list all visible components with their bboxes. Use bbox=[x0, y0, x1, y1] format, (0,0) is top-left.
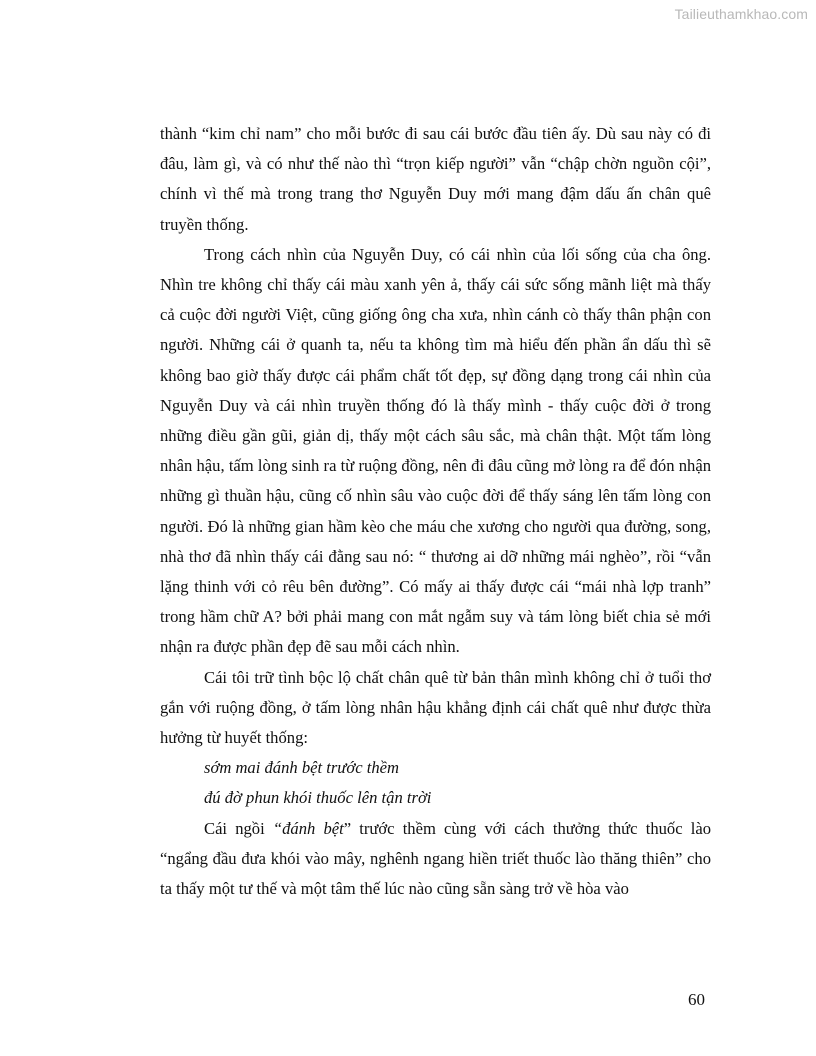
paragraph-emphasis: “đánh bệt bbox=[272, 818, 344, 838]
paragraph-text-before: Cái ngồi bbox=[204, 818, 273, 838]
verse-line-2: đú đờ phun khói thuốc lên tận trời bbox=[204, 788, 432, 808]
paragraph-sitting-posture bbox=[160, 814, 711, 905]
paragraph-lyrical-self: Cái tôi trữ tình bộc lộ chất chân quê từ bản thân mình không chỉ ở tuổi thơ gắn với ruộng đồng, ở tấm lòng nhân hậu khẳng định cái chất quê như được thừa hưởng từ huyết thống: bbox=[160, 667, 711, 748]
paragraph-perspective: Trong cách nhìn của Nguyễn Duy, có cái nhìn của lối sống của cha ông. Nhìn tre không chỉ thấy cái màu xanh yên ả, thấy cái sức sống mãnh liệt mà thấy cả cuộc đời người Việt, cũng giống ông cha xưa, nhìn cánh cò thấy thân phận con người. Những cái ở quanh ta, nếu ta không tìm mà hiểu đến phần ẩn dấu thì sẽ không bao giờ thấy được cái phẩm chất tốt đẹp, sự đồng dạng trong cái nhìn của Nguyễn Duy và cái nhìn truyền thống đó là thấy mình - thấy cuộc đời ở trong những điều gần gũi, giản dị, thấy một cách sâu sắc, mà chân thật. Một tấm lòng nhân hậu, tấm lòng sinh ra từ ruộng đồng, nên đi đâu cũng mở lòng ra để đón nhận những gì thuần hậu, cũng cố nhìn sâu vào cuộc đời để thấy sáng lên tấm lòng con người. Đó là những gian hầm kèo che máu che xương cho người qua đường, song, nhà thơ đã nhìn thấy cái đằng sau nó: “ thương ai dỡ những mái nghèo”, rồi “vẫn lặng thinh với cỏ rêu bên đường”. Có mấy ai thấy được cái “mái nhà lợp tranh” trong hầm chữ A? bởi phải mang con mắt ngẫm suy và tám lòng biết chia sẻ mới nhận ra được phần đẹp đẽ sau mỗi cách nhìn. bbox=[160, 244, 711, 657]
page-body bbox=[160, 119, 711, 904]
page-number: 60 bbox=[688, 990, 705, 1009]
paragraph-continuation: thành “kim chỉ nam” cho mỗi bước đi sau cái bước đầu tiên ấy. Dù sau này có đi đâu, làm gì, và có như thế nào thì “trọn kiếp người” vẫn “chập chờn nguồn cội”, chính vì thế mà trong trang thơ Nguyễn Duy mới mang đậm dấu ấn chân quê truyền thống. bbox=[160, 124, 711, 234]
paragraph-text-after: ” trước thềm cùng với cách thưởng thức thuốc lào “ngẩng đầu đưa khói vào mây, nghênh ngang hiền triết thuốc lào thăng thiên” cho ta thấy một tư thế và một tâm thế lúc nào cũng sẵn sàng trở về hòa vào bbox=[160, 818, 712, 899]
verse-line-1: sớm mai đánh bệt trước thềm bbox=[204, 758, 399, 778]
watermark-text: Tailieuthamkhao.com bbox=[674, 6, 808, 22]
